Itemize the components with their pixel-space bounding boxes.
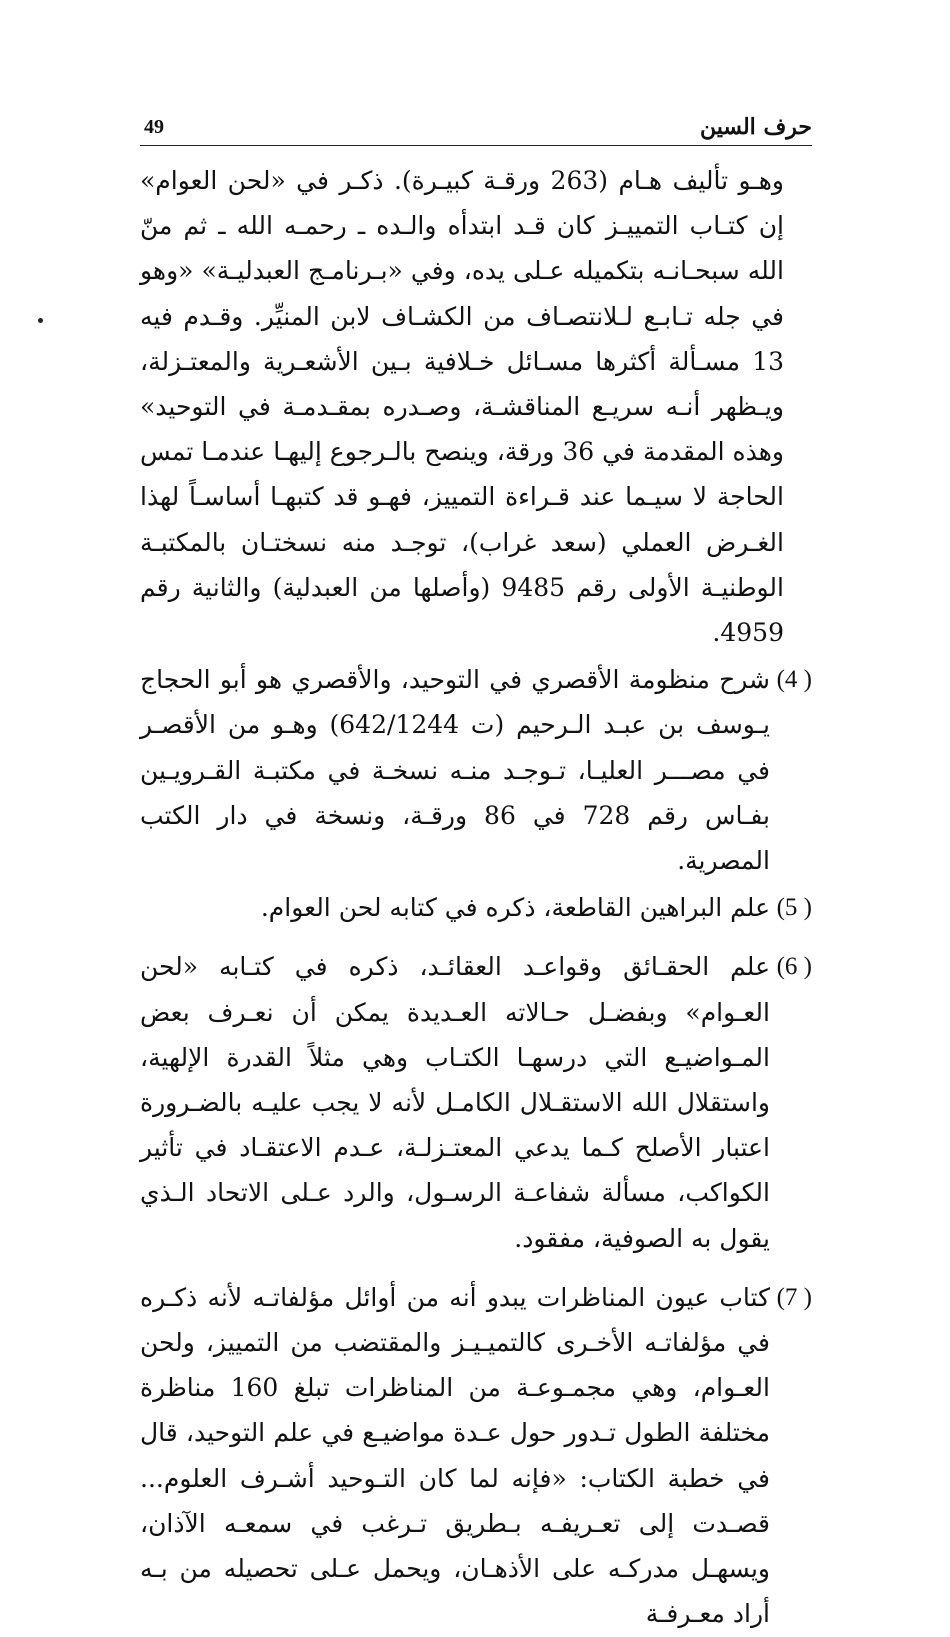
list-item-7 bbox=[140, 1275, 812, 1637]
item-number: (7 ) bbox=[776, 1283, 812, 1311]
page-number: 49 bbox=[144, 116, 164, 138]
list-item-4 bbox=[140, 657, 812, 883]
item-number: (6 ) bbox=[776, 953, 812, 981]
chapter-title: حرف السين bbox=[699, 114, 812, 140]
list-item-5 bbox=[140, 885, 812, 930]
item-text: علم الحقـائق وقواعـد العقائـد، ذكره في كتـابه «لحن العـوام» وبفضـل حـالاته العـديدة يمكن أن نعـرف بعض المـواضيـع التي درسهـا الكتـاب وهي مثلاً القدرة الإلهية، واستقلال الله الاستقـلال الكامـل لأنه لا يجب عليـه بالضـرورة اعتبار الأصلح كـما يدعي المعتـزلـة، عـدم الاعتقـاد في تأثير الكواكب، مسألة شفاعـة الرسـول، والرد عـلى الاتحاد الـذي يقول به الصوفية، مفقود. bbox=[140, 952, 770, 1253]
item-number: (5 ) bbox=[776, 894, 812, 922]
item-text: شرح منظومة الأقصري في التوحيد، والأقصري هو أبو الحجاج يـوسف بن عبـد الـرحيم (ت 642/1244) وهـو من الأقصـر في مصـــر العليـا، تـوجـد منـه نسخـة في مكتبـة القـرويـين بفـاس رقم 728 في 86 ورقـة، ونسخة في دار الكتب المصرية. bbox=[140, 665, 771, 876]
intro-paragraph: وهـو تأليف هـام (263 ورقـة كبيـرة). ذكـر في «لحن العوام» إن كتـاب التمييـز كان قـد ابتدأه والـده ـ رحمـه الله ـ ثم منّ الله سبحـانـه بتكميله عـلى يده، وفي «بـرنامـج العبدليـة» «وهو في جله تـابـع لـلانتصـاف من الكشـاف لابن المنيِّر. وقـدم فيه 13 مسـألة أكثرها مسـائل خـلافية بـين الأشعـرية والمعتـزلة، ويـظهر أنـه سريـع المناقشـة، وصـدره بمقـدمـة في التوحيد» وهذه المقدمة في 36 ورقة، وينصح بالـرجوع إليهـا عندمـا تمس الحاجة لا سيـما عند قـراءة التمييز، فهـو قد كتبهـا أساسـاً لهذا الغـرض العملي (سعد غراب)، توجـد منه نسختـان بالمكتبـة الوطنيـة الأولى رقم 9485 (وأصلها من العبدلية) والثانية رقم 4959. bbox=[140, 166, 785, 648]
item-text: علم البراهين القاطعة، ذكره في كتابه لحن العوام. bbox=[260, 893, 770, 923]
margin-dot bbox=[38, 318, 43, 323]
item-text: كتاب عيون المناظرات يبدو أنه من أوائل مؤلفاتـه لأنه ذكـره في مؤلفاتـه الأخـرى كالتميـيـز والمقتضب من التمييز، ولحن العـوام، وهي مجمـوعـة من المناظرات تبلغ 160 مناظرة مختلفة الطول تـدور حول عـدة مواضيـع في علم التوحيد، قال في خطبة الكتاب: «فإنه لما كان التـوحيد أشـرف العلوم... قصـدت إلى تعـريفـه بـطريق تـرغب في سمعـه الآذان، ويسهـل مدركـه على الأذهـان، ويحمل عـلى تحصيله من بـه أراد معـرفـة bbox=[140, 1282, 770, 1629]
list-item-6 bbox=[140, 944, 812, 1260]
header-divider bbox=[140, 145, 812, 146]
item-number: (4 ) bbox=[776, 666, 812, 694]
page-body bbox=[140, 158, 812, 1637]
running-header bbox=[140, 112, 812, 144]
